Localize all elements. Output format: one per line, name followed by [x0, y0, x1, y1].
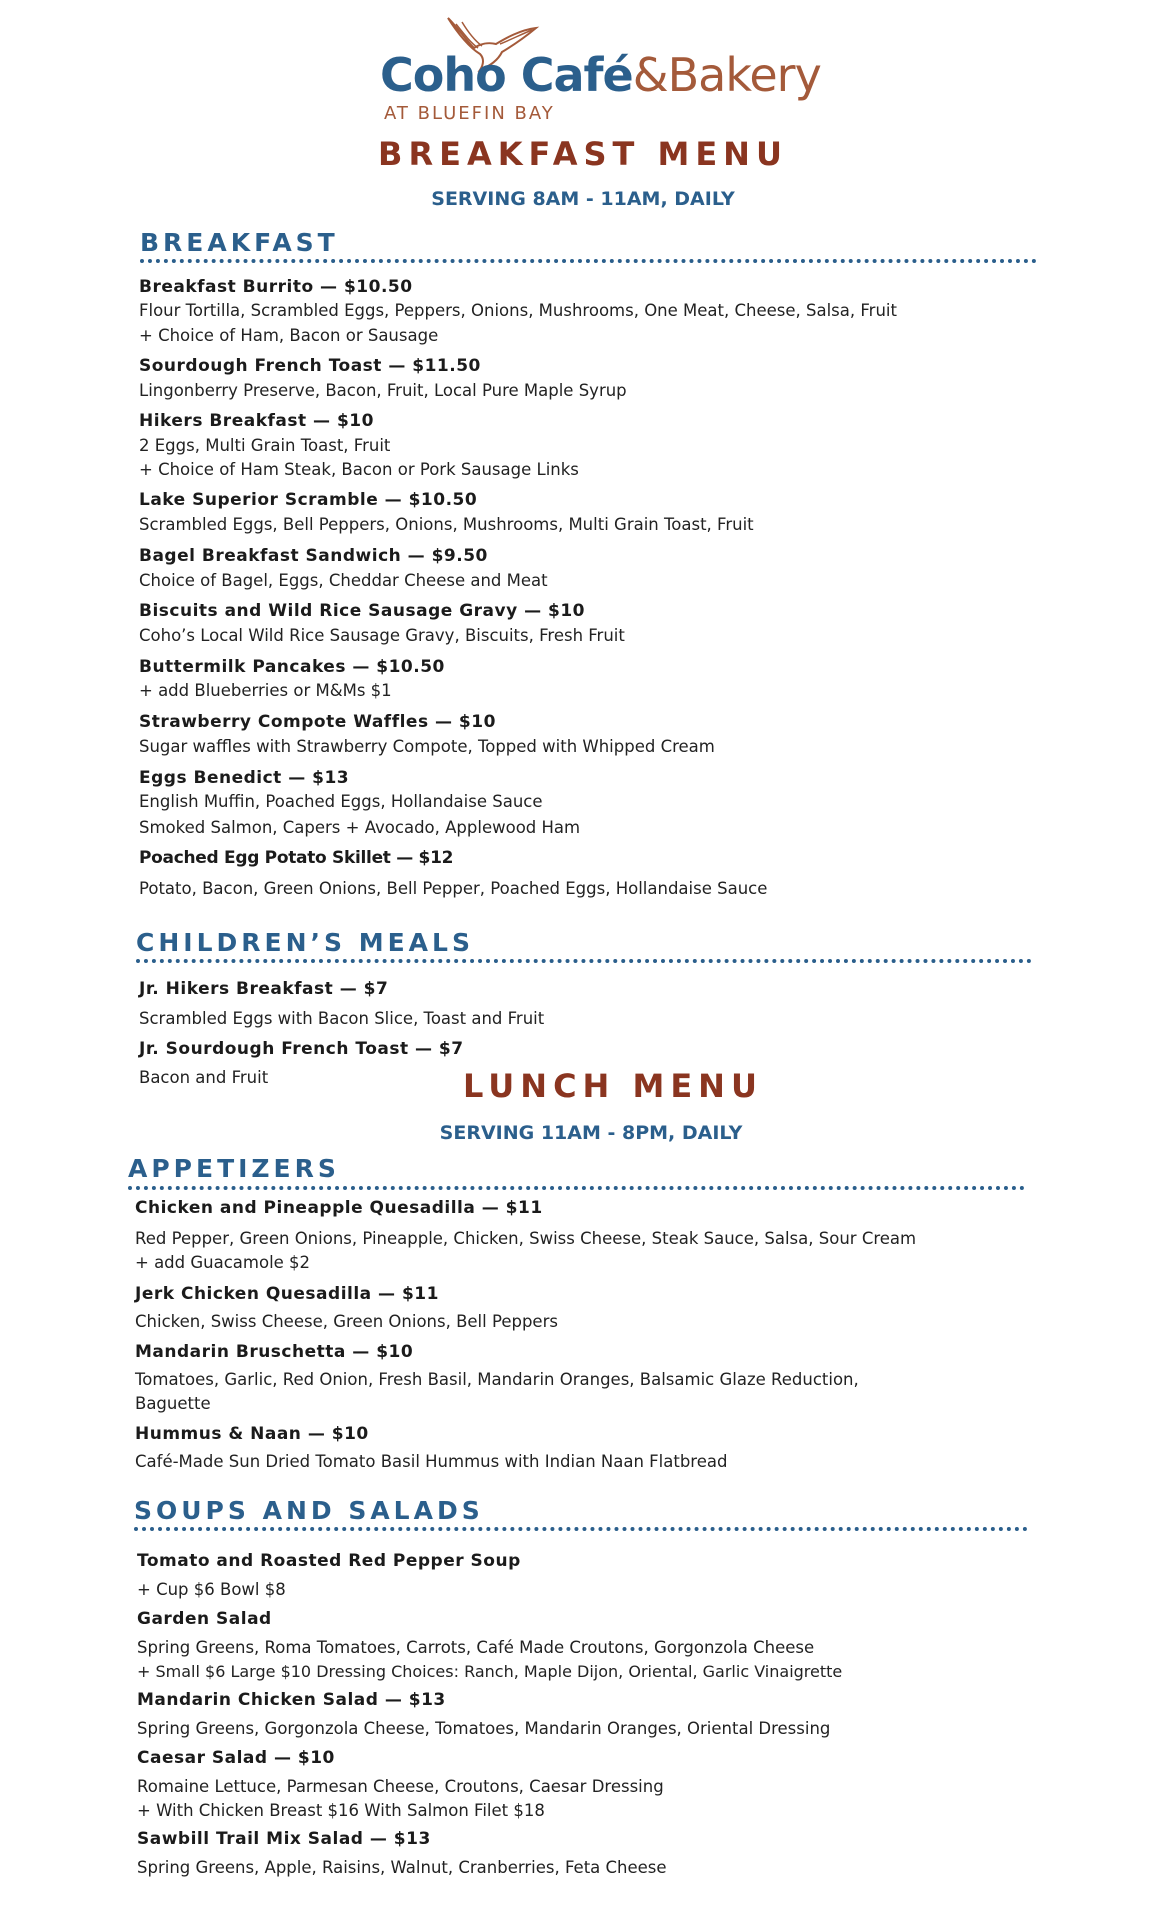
- section-heading-childrens-meals: CHILDREN’S MEALS: [136, 928, 474, 957]
- menu-item-description: + add Blueberries or M&Ms $1: [139, 681, 392, 700]
- section-divider: [134, 1527, 1028, 1531]
- menu-item-title: Bagel Breakfast Sandwich — $9.50: [139, 546, 488, 566]
- menu-item-title: Sourdough French Toast — $11.50: [139, 356, 481, 376]
- menu-item-description: Smoked Salmon, Capers + Avocado, Applewood Ham: [139, 818, 581, 837]
- menu-item-description: Chicken, Swiss Cheese, Green Onions, Bell Peppers: [135, 1312, 558, 1331]
- menu-item-description: + Cup $6 Bowl $8: [137, 1580, 286, 1599]
- menu-item-description: + add Guacamole $2: [135, 1253, 311, 1272]
- menu-item-title: Poached Egg Potato Skillet — $12: [139, 848, 454, 868]
- menu-item-description: Spring Greens, Gorgonzola Cheese, Tomatoes, Mandarin Oranges, Oriental Dressing: [137, 1719, 831, 1738]
- menu-item-description: Scrambled Eggs, Bell Peppers, Onions, Mushrooms, Multi Grain Toast, Fruit: [139, 515, 754, 534]
- section-divider: [136, 959, 1032, 963]
- menu-item-title: Buttermilk Pancakes — $10.50: [139, 657, 445, 677]
- cafe-logo: [380, 14, 821, 124]
- menu-item-description: Café-Made Sun Dried Tomato Basil Hummus with Indian Naan Flatbread: [135, 1452, 728, 1471]
- menu-item-description: Scrambled Eggs with Bacon Slice, Toast and Fruit: [139, 1009, 545, 1028]
- breakfast-menu-title: BREAKFAST MENU: [378, 135, 788, 173]
- section-heading-breakfast: BREAKFAST: [140, 228, 339, 257]
- menu-item-title: Eggs Benedict — $13: [139, 768, 350, 788]
- menu-item-description: Coho’s Local Wild Rice Sausage Gravy, Biscuits, Fresh Fruit: [139, 626, 625, 645]
- logo-name-primary: Coho Café: [380, 48, 633, 102]
- menu-item-description: + With Chicken Breast $16 With Salmon Filet $18: [137, 1801, 545, 1820]
- section-heading-soups-and-salads: SOUPS AND SALADS: [134, 1496, 484, 1525]
- menu-item-description: English Muffin, Poached Eggs, Hollandaise Sauce: [139, 792, 543, 811]
- menu-item-title: Jerk Chicken Quesadilla — $11: [135, 1284, 439, 1304]
- section-divider: [140, 259, 1037, 263]
- menu-item-description: Tomatoes, Garlic, Red Onion, Fresh Basil, Mandarin Oranges, Balsamic Glaze Reduction,: [135, 1370, 859, 1389]
- menu-item-description: Baguette: [135, 1394, 211, 1413]
- menu-item-title: Lake Superior Scramble — $10.50: [139, 490, 478, 510]
- menu-item-title: Caesar Salad — $10: [137, 1748, 335, 1768]
- logo-name-secondary: &Bakery: [632, 48, 821, 102]
- lunch-menu-title: LUNCH MENU: [463, 1067, 763, 1105]
- menu-item-title: Mandarin Bruschetta — $10: [135, 1342, 414, 1362]
- menu-item-description: + Choice of Ham, Bacon or Sausage: [139, 326, 439, 345]
- menu-item-title: Hummus & Naan — $10: [135, 1424, 369, 1444]
- menu-item-title: Chicken and Pineapple Quesadilla — $11: [135, 1198, 543, 1218]
- menu-item-description: Bacon and Fruit: [139, 1068, 269, 1087]
- lunch-serving-hours: SERVING 11AM - 8PM, DAILY: [439, 1122, 743, 1144]
- menu-item-description: Red Pepper, Green Onions, Pineapple, Chicken, Swiss Cheese, Steak Sauce, Salsa, Sour Cream: [135, 1229, 917, 1248]
- menu-item-description: Spring Greens, Roma Tomatoes, Carrots, Café Made Croutons, Gorgonzola Cheese: [137, 1638, 815, 1657]
- logo-subtitle: AT BLUEFIN BAY: [384, 103, 555, 124]
- section-heading-appetizers: APPETIZERS: [128, 1154, 340, 1183]
- menu-item-title: Breakfast Burrito — $10.50: [139, 277, 413, 297]
- menu-item-title: Mandarin Chicken Salad — $13: [137, 1690, 446, 1710]
- menu-item-title: Strawberry Compote Waffles — $10: [139, 712, 496, 732]
- menu-item-description: Romaine Lettuce, Parmesan Cheese, Croutons, Caesar Dressing: [137, 1777, 664, 1796]
- menu-item-title: Biscuits and Wild Rice Sausage Gravy — $10: [139, 601, 585, 621]
- menu-item-title: Sawbill Trail Mix Salad — $13: [137, 1829, 431, 1849]
- breakfast-serving-hours: SERVING 8AM - 11AM, DAILY: [431, 188, 735, 210]
- menu-item-description: Lingonberry Preserve, Bacon, Fruit, Local Pure Maple Syrup: [139, 381, 627, 400]
- menu-item-description: + Small $6 Large $10 Dressing Choices: Ranch, Maple Dijon, Oriental, Garlic Vinaigrette: [137, 1662, 843, 1681]
- menu-item-title: Garden Salad: [137, 1609, 272, 1629]
- menu-item-title: Jr. Hikers Breakfast — $7: [139, 979, 389, 999]
- menu-item-description: Spring Greens, Apple, Raisins, Walnut, Cranberries, Feta Cheese: [137, 1858, 667, 1877]
- menu-item-description: Sugar waffles with Strawberry Compote, Topped with Whipped Cream: [139, 737, 715, 756]
- menu-item-description: Potato, Bacon, Green Onions, Bell Pepper, Poached Eggs, Hollandaise Sauce: [139, 879, 768, 898]
- section-divider: [128, 1186, 1025, 1190]
- menu-item-description: Flour Tortilla, Scrambled Eggs, Peppers, Onions, Mushrooms, One Meat, Cheese, Salsa, Fruit: [139, 301, 897, 320]
- menu-item-title: Tomato and Roasted Red Pepper Soup: [137, 1551, 521, 1571]
- menu-item-title: Hikers Breakfast — $10: [139, 411, 374, 431]
- menu-item-description: 2 Eggs, Multi Grain Toast, Fruit: [139, 436, 391, 455]
- menu-item-description: + Choice of Ham Steak, Bacon or Pork Sausage Links: [139, 460, 579, 479]
- menu-item-title: Jr. Sourdough French Toast — $7: [139, 1039, 464, 1059]
- menu-item-description: Choice of Bagel, Eggs, Cheddar Cheese and Meat: [139, 571, 548, 590]
